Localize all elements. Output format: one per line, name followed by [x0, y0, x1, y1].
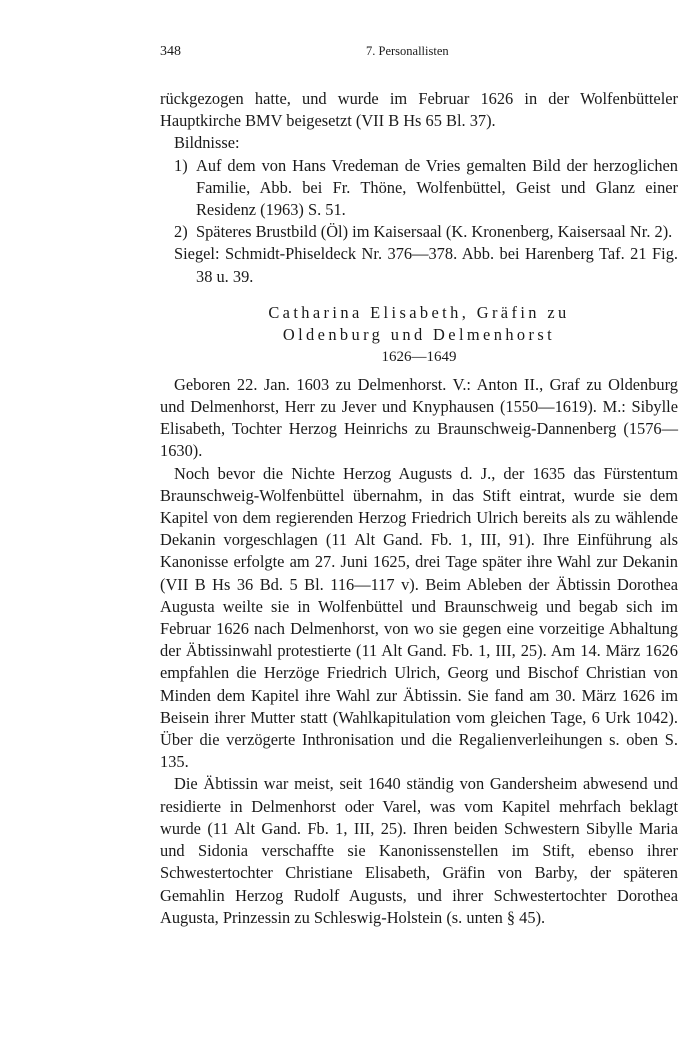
- body-paragraph: Noch bevor die Nichte Herzog Augusts d. J., der 1635 das Fürstentum Braunschweig-Wolfenbüttel übernahm, in das Stift eintrat, wurde sie dem Kapitel von dem regierenden Herzog Friedrich Ulrich bereits als zu wählende Dekanin vorgeschlagen (11 Alt Gand. Fb. 1, III, 91). Ihre Einführung als Kanonisse erfolgte am 27. Juni 1625, drei Tage später ihre Wahl zur Dekanin (VII B Hs 36 Bd. 5 Bl. 116—117 v). Beim Ableben der Äbtissin Dorothea Augusta weilte sie in Wolfenbüttel und Braunschweig und begab sich im Februar 1626 nach Delmenhorst, von wo sie gegen eine vorzeitige Abhaltung der Äbtissinwahl protestierte (11 Alt Gand. Fb. 1, III, 25). Am 14. März 1626 empfahlen die Herzöge Friedrich Ulrich, Georg und Bischof Christian von Minden dem Kapitel ihre Wahl zur Äbtissin. Sie fand am 30. März 1626 im Beisein ihrer Mutter statt (Wahlkapitulation vom gleichen Tage, 6 Urk 1042). Über die verzögerte Inthronisation und die Regalienverleihungen s. oben S. 135.: [160, 463, 678, 772]
- portrait-item: [160, 155, 678, 222]
- portrait-item: [160, 221, 678, 243]
- continuation-paragraph: rückgezogen hatte, und wurde im Februar 1626 in der Wolfenbütteler Hauptkirche BMV beigesetzt (VII B Hs 65 Bl. 37).: [160, 89, 678, 131]
- page-number: 348: [160, 44, 181, 59]
- section-heading: [160, 302, 678, 368]
- seal-paragraph: Siegel: Schmidt-Phiseldeck Nr. 376—378. Abb. bei Harenberg Taf. 21 Fig. 38 u. 39.: [174, 244, 678, 286]
- section-years: 1626—1649: [381, 348, 457, 365]
- portrait-item-number: 1): [174, 155, 188, 175]
- portrait-item-text: Auf dem von Hans Vredeman de Vries gemalten Bild der herzoglichen Familie, Abb. bei Fr. Thöne, Wolfenbüttel, Geist und Glanz einer Residenz (1963) S. 51.: [196, 155, 678, 220]
- chapter-title: 7. Personallisten: [366, 44, 449, 58]
- portraits-list: [160, 155, 678, 244]
- portraits-label: Bildnisse:: [174, 133, 240, 153]
- portrait-item-number: 2): [174, 222, 188, 242]
- body-paragraph: Die Äbtissin war meist, seit 1640 ständig von Gandersheim abwesend und residierte in Delmenhorst oder Varel, was vom Kapitel mehrfach beklagt wurde (11 Alt Gand. Fb. 1, III, 25). Ihren beiden Schwestern Sibylle Maria und Sidonia verschaffte sie Kanonissenstellen im Stift, ebenso ihrer Schwestertochter Christiane Elisabeth, Gräfin von Barby, der späteren Gemahlin Herzog Rudolf Augusts, und ihrer Schwestertochter Dorothea Augusta, Prinzessin zu Schleswig-Holstein (s. unten § 45).: [160, 774, 678, 927]
- body-paragraph: Geboren 22. Jan. 1603 zu Delmenhorst. V.: Anton II., Graf zu Oldenburg und Delmenhorst, Herr zu Jever und Knyphausen (1550—1619). M.: Sibylle Elisabeth, Tochter Herzog Heinrichs zu Braunschweig-Dannenberg (1576—1630).: [160, 374, 678, 461]
- running-head: [160, 44, 678, 64]
- section-heading-line: Oldenburg und Delmenhorst: [282, 324, 556, 344]
- portrait-item-text: Späteres Brustbild (Öl) im Kaisersaal (K. Kronenberg, Kaisersaal Nr. 2).: [196, 222, 673, 242]
- book-page: [160, 44, 678, 929]
- section-heading-line: Catharina Elisabeth, Gräfin zu: [268, 302, 570, 322]
